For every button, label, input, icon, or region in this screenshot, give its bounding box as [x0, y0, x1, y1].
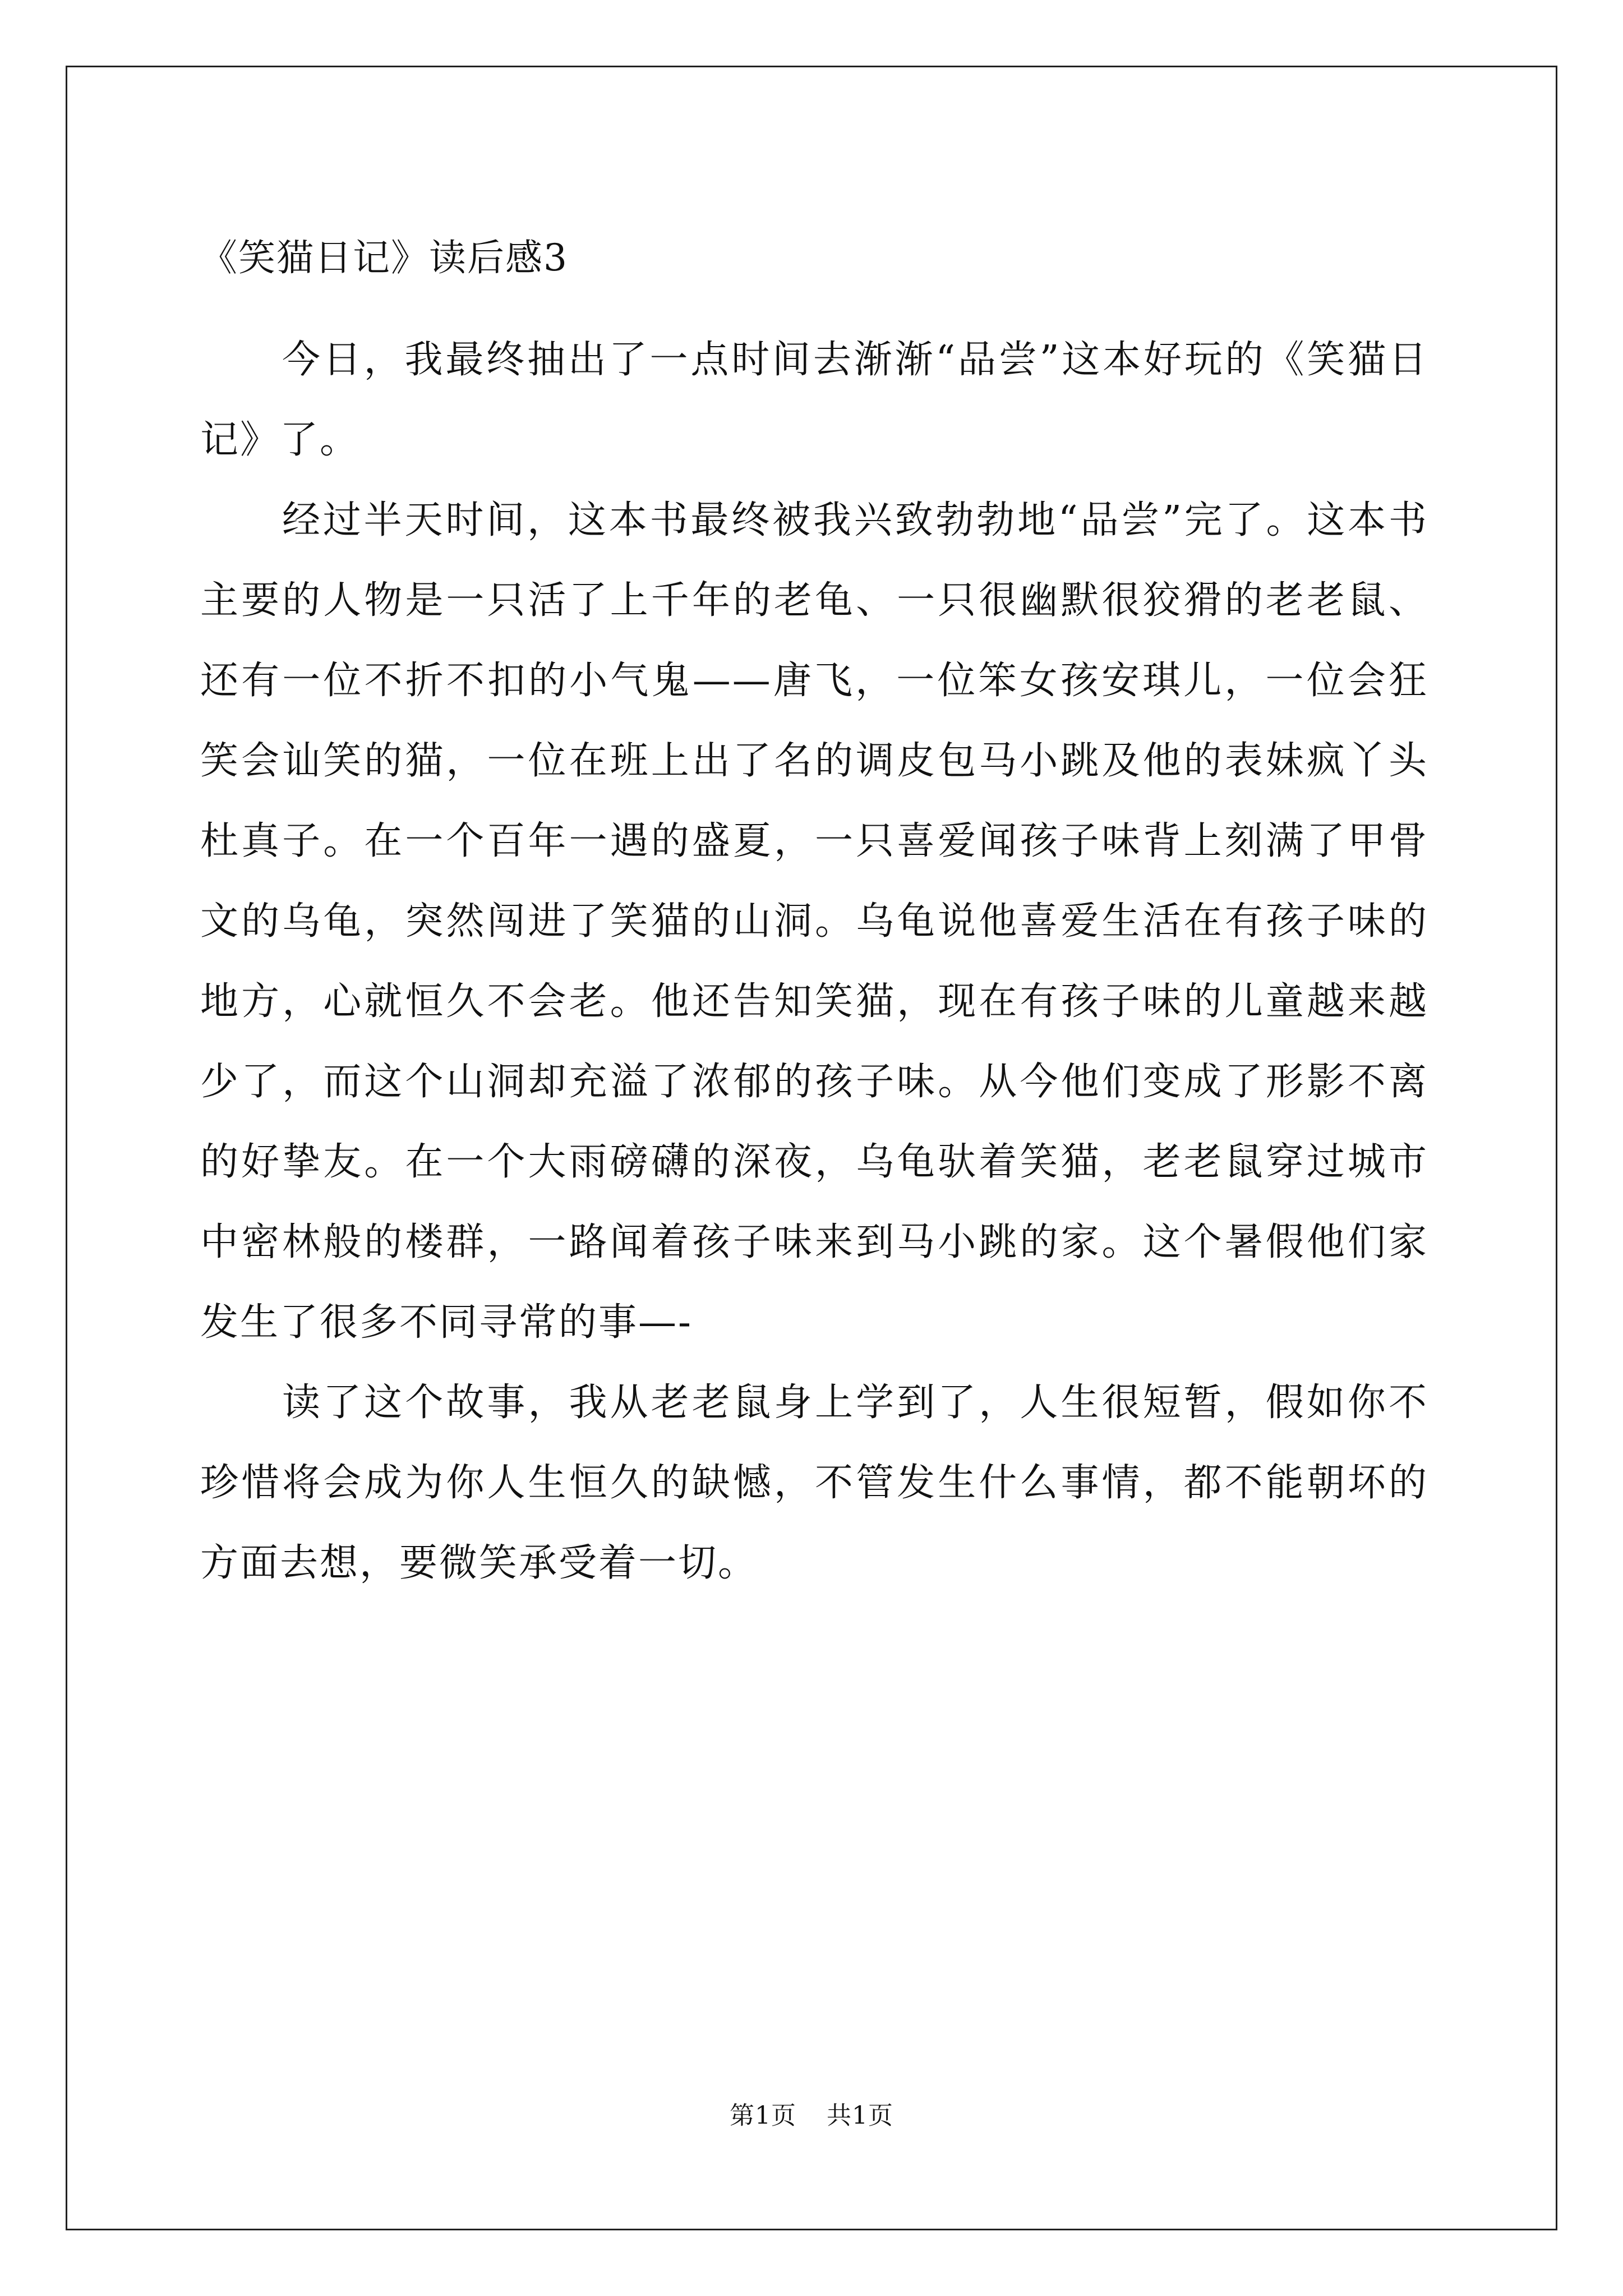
paragraph-1: 今日，我最终抽出了一点时间去渐渐“品尝”这本好玩的《笑猫日记》了。 [200, 338, 1428, 462]
document-body [200, 219, 1428, 1603]
page-footer [0, 2099, 1623, 2133]
paragraph-2: 经过半天时间，这本书最终被我兴致勃勃地“品尝”完了。这本书主要的人物是一只活了上千年的老龟、一只很幽默很狡猾的老老鼠、还有一位不折不扣的小气鬼——唐飞，一位笨女孩安琪儿，一位会狂笑会讪笑的猫，一位在班上出了名的调皮包马小跳及他的表妹疯丫头杜真子。在一个百年一遇的盛夏，一只喜爱闻孩子味背上刻满了甲骨文的乌龟，突然闯进了笑猫的山洞。乌龟说他喜爱生活在有孩子味的地方，心就恒久不会老。他还告知笑猫，现在有孩子味的儿童越来越少了，而这个山洞却充溢了浓郁的孩子味。从今他们变成了形影不离的好挚友。在一个大雨磅礴的深夜，乌龟驮着笑猫，老老鼠穿过城市中密林般的楼群，一路闻着孩子味来到马小跳的家。这个暑假他们家发生了很多不同寻常的事—- [200, 498, 1428, 1345]
page-total: 共1页 [827, 2101, 893, 2130]
page-number: 第1页 [730, 2101, 796, 2130]
paragraph-3: 读了这个故事，我从老老鼠身上学到了，人生很短暂，假如你不珍惜将会成为你人生恒久的缺憾，不管发生什么事情，都不能朝坏的方面去想，要微笑承受着一切。 [200, 1381, 1428, 1585]
document-title: 《笑猫日记》读后感3 [200, 236, 568, 279]
